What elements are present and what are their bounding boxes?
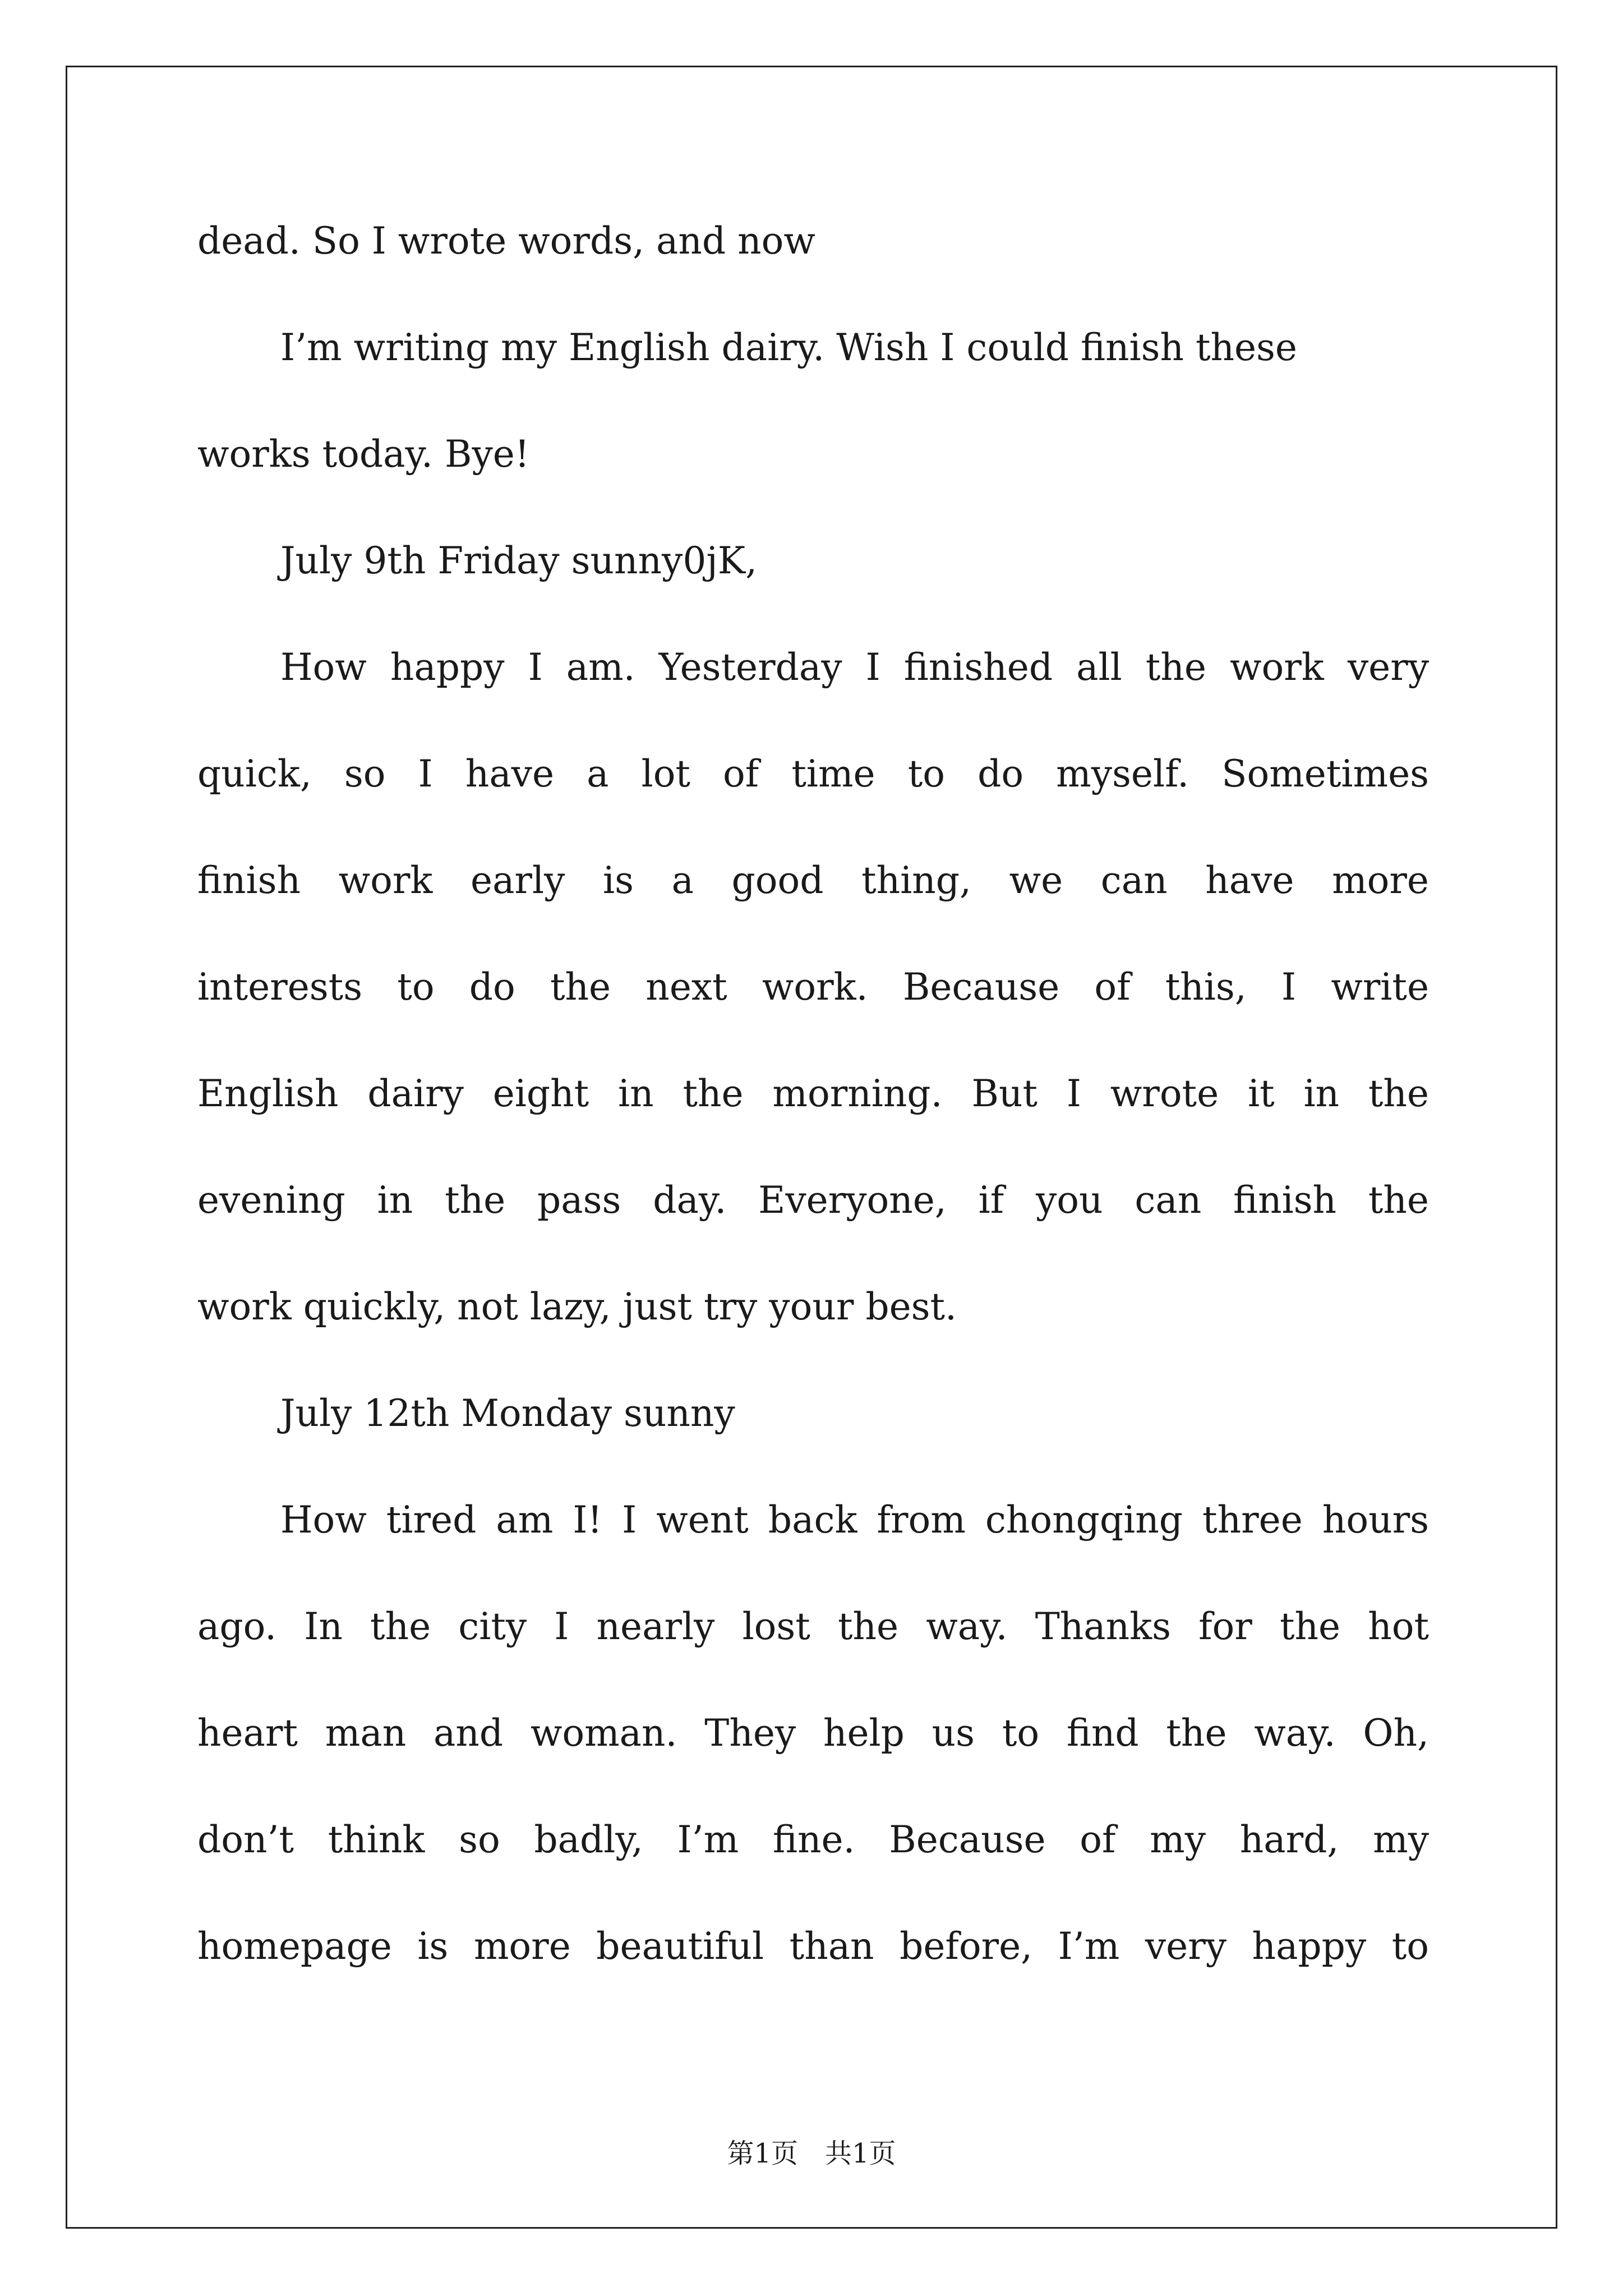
text-line: How tired am I! I went back from chongqing three hours [280, 1498, 1429, 1542]
text-line: English dairy eight in the morning. But I wrote it in the [197, 1072, 1429, 1115]
text-line: finish work early is a good thing, we can have more [197, 859, 1429, 902]
text-line: ago. In the city I nearly lost the way. Thanks for the hot [197, 1605, 1429, 1648]
text-line: heart man and woman. They help us to find the way. Oh, [197, 1711, 1429, 1755]
diary-date-heading: July 9th Friday sunny0jK, [280, 539, 758, 582]
text-line: works today. Bye! [197, 432, 530, 476]
diary-date-heading: July 12th Monday sunny [280, 1392, 735, 1435]
text-line: I’m writing my English dairy. Wish I could finish these [280, 326, 1297, 369]
document-body [197, 213, 1429, 2025]
text-line: evening in the pass day. Everyone, if you can finish the [197, 1179, 1429, 1222]
text-line: How happy I am. Yesterday I finished all the work very [280, 646, 1429, 689]
text-line: quick, so I have a lot of time to do myself. Sometimes [197, 752, 1429, 795]
page-number-footer: 第1页 共1页 [727, 2138, 896, 2169]
text-line: work quickly, not lazy, just try your best. [197, 1285, 957, 1328]
text-line: don’t think so badly, I’m fine. Because of my hard, my [197, 1818, 1429, 1861]
text-line: interests to do the next work. Because of this, I write [197, 965, 1429, 1009]
text-line: homepage is more beautiful than before, I’m very happy to [197, 1925, 1429, 1968]
text-line: dead. So I wrote words, and now [197, 219, 815, 263]
